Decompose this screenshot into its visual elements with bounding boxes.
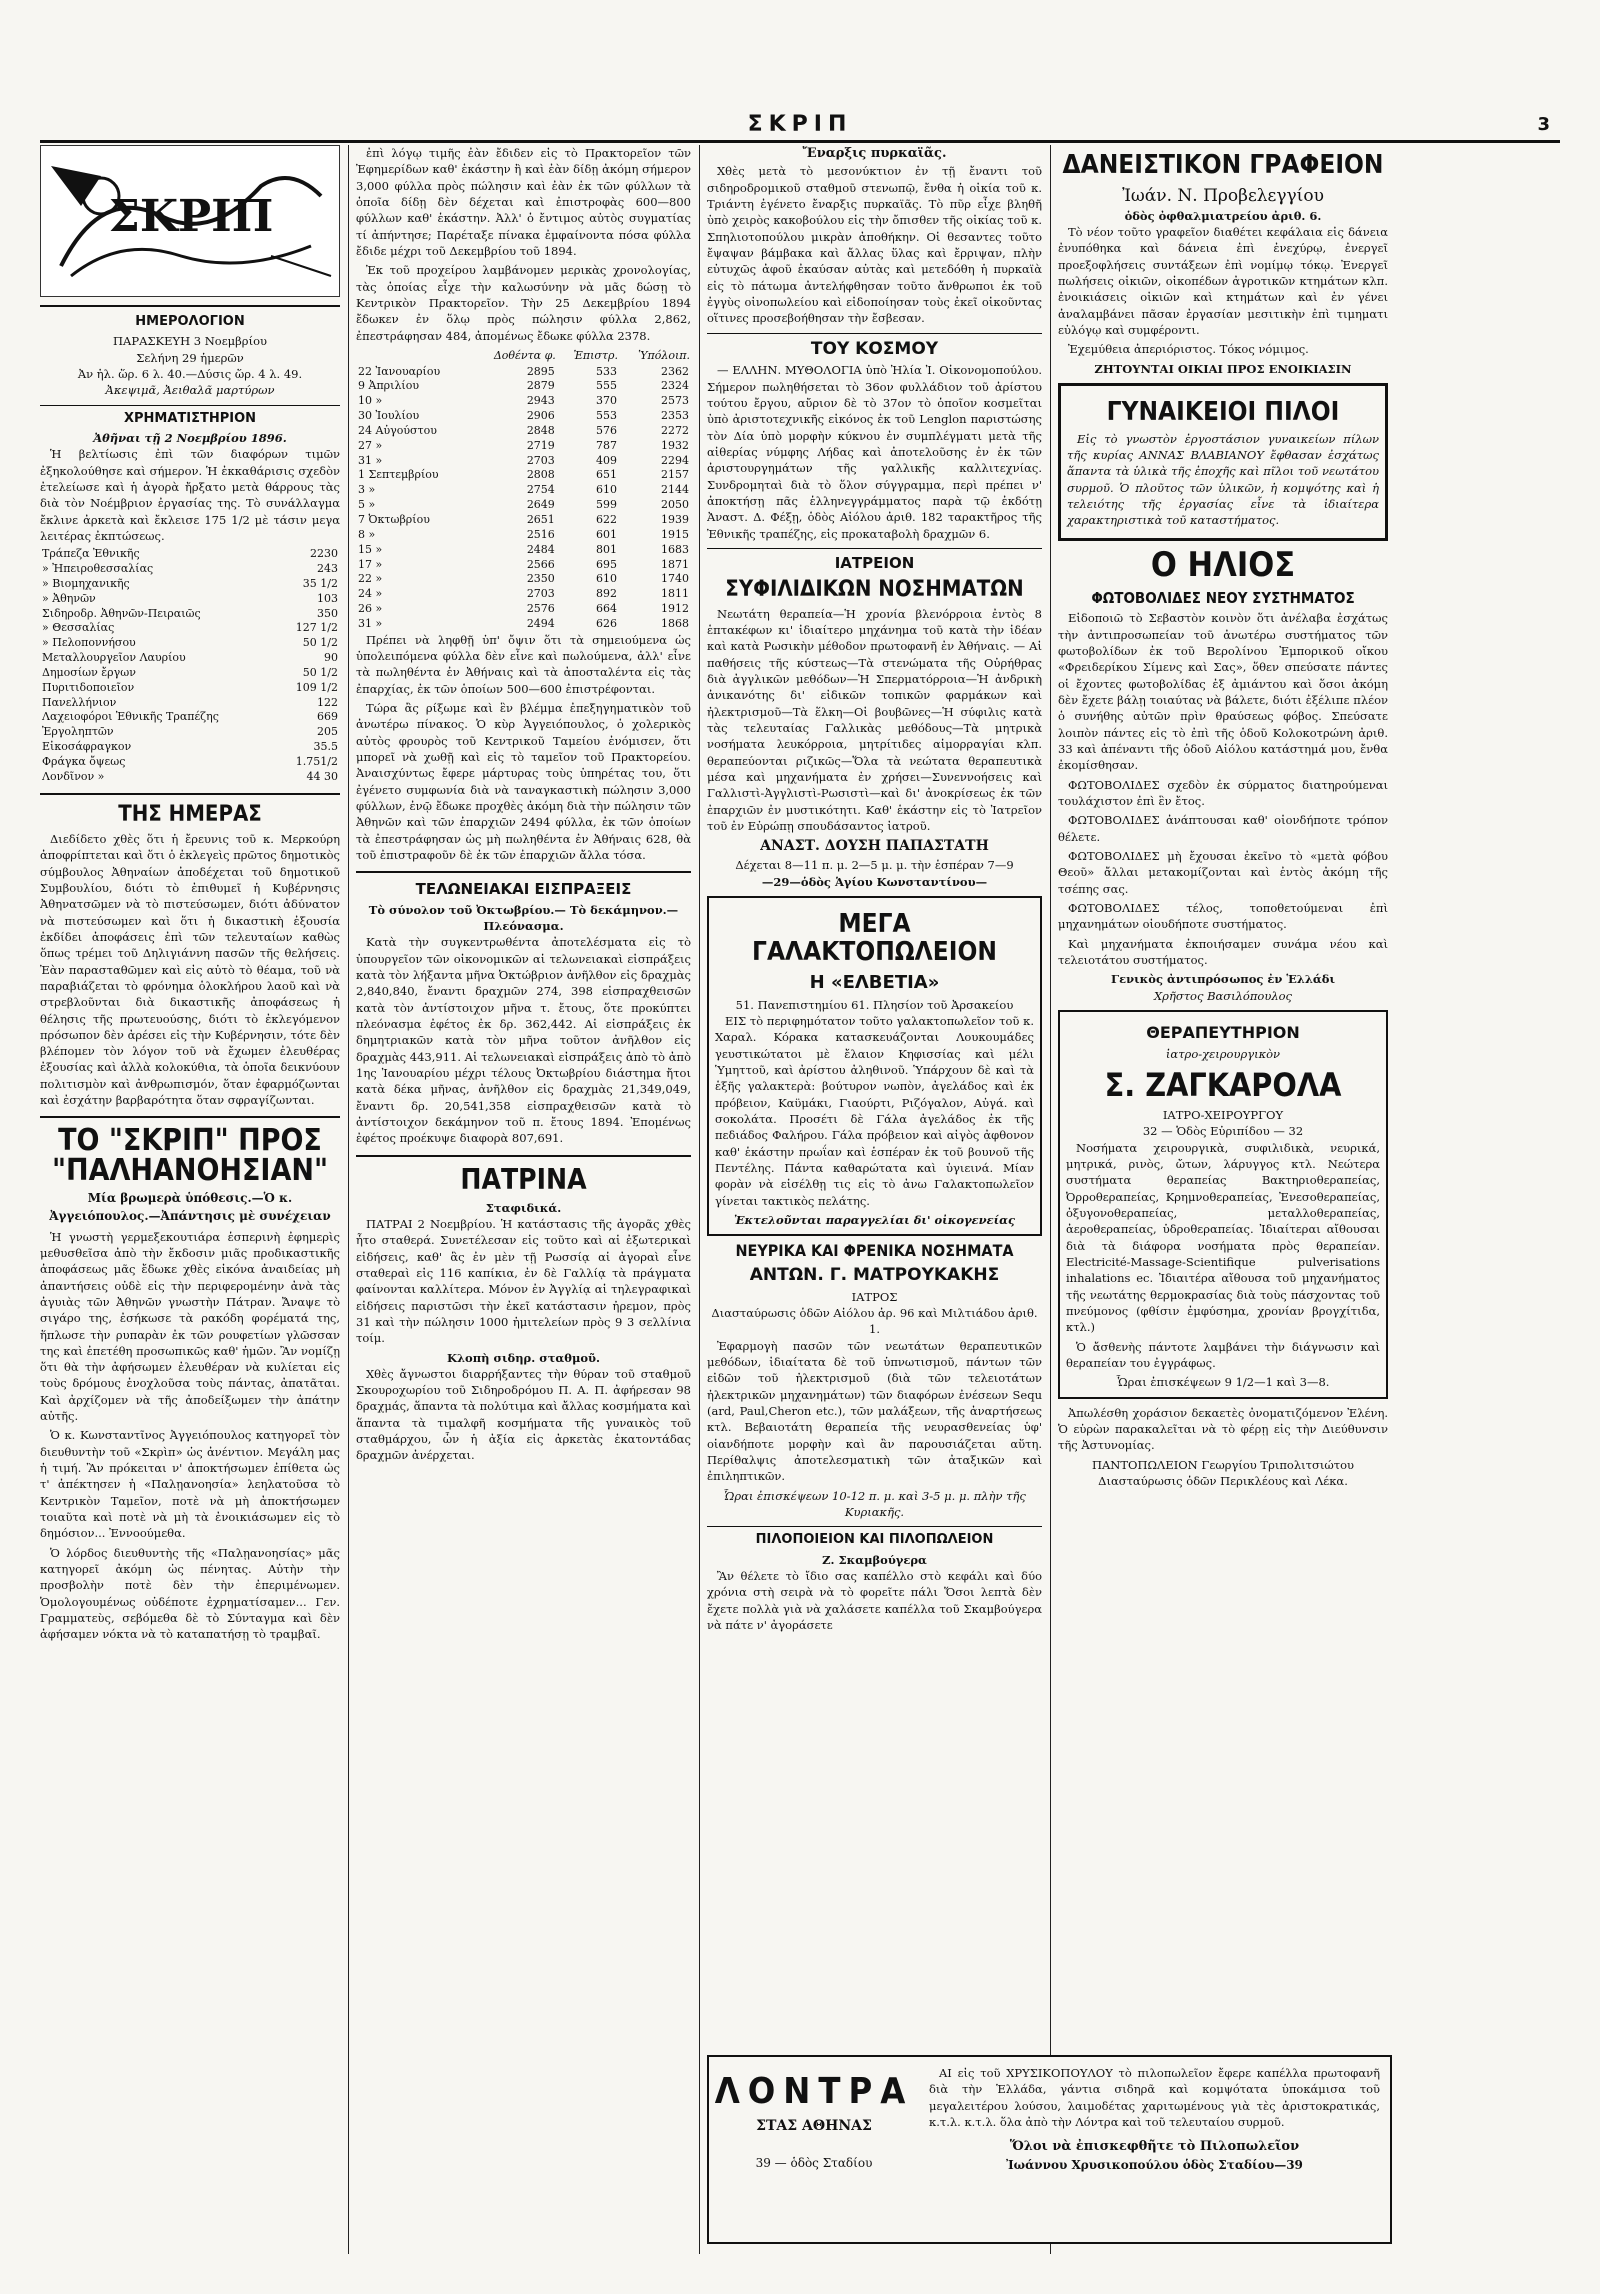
- column-4: [1058, 145, 1388, 2254]
- sun-line: ΦΩΤΟΒΟΛΙΔΕΣ σχεδὸν ἐκ σύρματος διατηρούμεναι τουλάχιστον ἐπὶ ἓν ἔτος.: [1058, 777, 1388, 809]
- table-row: 7 Ὀκτωβρίου 2651 622 1939: [358, 512, 689, 526]
- customs-text: Κατὰ τὴν συγκεντρωθέντα ἀποτελέσματα εἰς τὸ ὑπουργεῖον τῶν οἰκονομικῶν αἱ τελωνειακαὶ εἰσπράξεις κατὰ τὸν λήξαντα μῆνα Ὀκτώβριον ἀνῆλθον εἰς δραχμὰς 2,840,840, ἔναντι δραχμῶν 274, 398 εἰσπραχθεισῶν κατὰ τὸν ἀντίστοιχον μῆνα τ. ἔτους, ὅτε προκύπτει πλεόνασμα ἐφέτος ἐκ δρ. 362,442. Αἱ εἰσπράξεις ἐκ δημητριακῶν κατὰ τὸν μῆνα τοῦτον ἀνῆλθον εἰς δραχμὰς 443,911. Αἱ τελωνειακαὶ εἰσπράξεις ἀπὸ τὸ ἀπὸ 1ης Ἰανουαρίου μέχρι τέλους Ὀκτωβρίου διάστημα ἤτοι κατὰ δέκα μῆνας, ἀνῆλθον εἰς δραχμὰς 21,349,049, ἔναντι δρ. 20,541,358 εἰσπραχθεισῶν κατὰ τὸ ἀντίστοιχον δεκάμηνον τοῦ π. ἔτους 1894. Ἐπομένως ἐφέτος προέκυψε διαφορὰ 807,691.: [356, 935, 691, 1146]
- table-row: 1 Σεπτεμβρίου 2808 651 2157: [358, 468, 689, 482]
- clinic-big: ΣΥΦΙΛΙΔΙΚΩΝ ΝΟΣΗΜΑΤΩΝ: [725, 576, 1024, 602]
- ad-owner: Ἰωάννου Χρυσικοπούλου ὁδὸς Σταδίου—39: [1006, 2157, 1303, 2172]
- table-row: 9 Ἀπριλίου 2879 555 2324: [358, 379, 689, 393]
- newspaper-title: ΣΚΡΙΠ: [747, 112, 853, 137]
- neuro-hours: Ὧραι ἐπισκέψεων 10-12 π. μ. καὶ 3-5 μ. μ. πλὴν τῆς Κυριακῆς.: [723, 1488, 1026, 1519]
- day-title: ΤΗΣ ΗΜΕΡΑΣ: [118, 801, 262, 827]
- clinic-title: ΙΑΤΡΕΙΟΝ: [834, 554, 915, 573]
- footer-ad: [707, 2055, 1392, 2244]
- clinic-text: Νεωτάτη θεραπεία—Ἡ χρονία βλενόρροια ἐντὸς 8 ἑπτακέφων κι' ἰδιαίτερο μηχάνημα τοῦ κατὰ τὴν ἰδέαν καὶ κατὰ Ρωσικὴν μέθοδον πρωτοφανῆ ἐν Ἀθήναις. — Αἱ παθήσεις τῆς κύστεως—Τὰ στενώματα τῆς Οὐρήθρας διὰ ἀγγλικῶν μεθόδων—Ἡ Σπερματόρροια—Ἡ ἀνδρικὴ ἀνικανότης δι' εἰδικῶν τοπικῶν φαρμάκων καὶ ἠλεκτρισμοῦ—Τὰ ἕλκη—Οἱ βουβῶνες—Ἡ σύφιλις κατὰ τὰς τελευταίας Γαλλικὰς μεθόδους—Τὰ μητρικὰ νοσήματα λευκόρροια, μητρίτιδες αἱμορραγίαι κλπ. θεραπεύονται ριζικῶς—Ὅλα τὰ νεώτατα θεραπευτικὰ μέσα καὶ μηχανήματα ἐν χρήσει—Συνεννοήσεις καὶ Γαλλιστὶ-Ἀγγλιστὶ-Ρωσιστὶ—καὶ δι' ἀνοκρίσεως ἐκ τῶν ἐπαρχιῶν ἐν μυστικότητι. Καθ' ἑκάστην εἰς τὸ Ἰατρεῖον τοῦ ἐν Εὐρώπῃ σπουδάσαντος ἰατροῦ.: [707, 606, 1042, 833]
- dairy-name: Η «ΕΛΒΕΤΙΑ»: [809, 972, 940, 994]
- dairy-text: ΕΙΣ τὸ περιφημότατον τοῦτο γαλακτοπωλεῖον τοῦ κ. Χαραλ. Κόρακα κατασκευάζονται Λουκουμάδες γευστικώτατοι μὲ ἔλαιον Κηφισσίας καὶ μέλι Ὑμηττοῦ, καὶ ἀρίστου ἀληθινοῦ. Ὑπάρχουν δὲ καὶ τὰ ἑξῆς γαλακτερὰ: βούτυρον νωπὸν, ἀγελάδος καὶ ἐκ πρόβειον, Καϋμάκι, Γιαούρτι, Ριζόγαλον, Αὐγά. καὶ σοκολάτα. Προσέτι δὲ Γάλα ἀγελάδος ἐκ τῆς πεδιάδος Φαλήρου. Γάλα πρόβειον καὶ αἰγὸς ἀφθονον καθ' ἑκάστην πρωΐαν καὶ ἑσπέραν ἐκ τοῦ βουνοῦ τῆς Πεντέλης. Πάντα καθαρώτατα καὶ ὑγιεινά. Μίαν φορὰν νὰ εἰσέλθῃ τις εἰς τὸ ἀνω Γαλακτοπωλεῖον γίνεται τακτικὸς πελάτης.: [715, 1014, 1034, 1208]
- market-row: » Βιομηχανικῆς 35 1/2: [42, 576, 338, 590]
- market-row: Δημοσίων ἔργων 50 1/2: [42, 665, 338, 679]
- page-number: 3: [1537, 114, 1550, 135]
- hat-text: Ἂν θέλετε τὸ ἴδιο σας καπέλλο στὸ κεφάλι καὶ δύο χρόνια στὴ σειρὰ νὰ τὸ φορεῖτε πάλι Ὅσοι λεπτὰ δὲν ἔχετε πολλὰ γιὰ νὰ χαλάσετε καπέλλα τοῦ Σκαμβούγερα νὰ πάτε ν' ἀγοράσετε: [707, 1568, 1042, 1632]
- circulation-table: [356, 347, 691, 632]
- world-title: ΤΟΥ ΚΟΣΜΟΥ: [810, 338, 939, 359]
- sun-name: Χρῆστος Βασιλόπουλος: [1154, 988, 1292, 1003]
- loan-wanted: ΖΗΤΟΥΝΤΑΙ ΟΙΚΙΑΙ ΠΡΟΣ ΕΝΟΙΚΙΑΣΙΝ: [1094, 361, 1352, 376]
- skrip-text-2: Ὁ κ. Κωνσταντῖνος Ἀγγειόπουλος κατηγορεῖ τὸν διευθυντὴν τοῦ «Σκρὶπ» ὡς ἀνέντιον. Μεγάλη μας ἡ τιμή. Ἂν πρόκειται ν' ἀποκτήσωμεν ἐπίθετα ὡς τ' ἀπέκτησεν ἡ «Παλῃανοησία» λεηλατοῦσα τὸ Κεντρικὸν Ταμεῖον, ποτὲ νὰ μὴ ἀποκτήσωμεν τοιαῦτα καὶ ποτὲ νὰ μὴ τὰ ἐνοικιάσωμεν εἰς τὸ δημόσιον... Ἐννοούμεθα.: [40, 1428, 340, 1541]
- theft-title: Κλοπὴ σιδηρ. σταθμοῦ.: [446, 1350, 601, 1365]
- doctor-hours: Δέχεται 8—11 π. μ. 2—5 μ. μ. τὴν ἑσπέραν 7—9: [735, 858, 1014, 873]
- sun-line: Καὶ μηχανήματα ἐκποιήσαμεν συνάμα νέου καὶ τελειοτάτου συστήματος.: [1058, 936, 1388, 968]
- fire-title: Ἔναρξις πυρκαϊᾶς.: [802, 146, 947, 161]
- market-row: Πανελλήνιον 122: [42, 695, 338, 709]
- theft-text: Χθὲς ἄγνωστοι διαρρήξαντες τὴν θύραν τοῦ σταθμοῦ Σκουροχωρίου τοῦ Σιδηροδρόμου Π. Α. Π. ἀφήρεσαν 98 δραχμάς, ἅπαντα τὰ πολύτιμα καὶ ἄλλας κοσμήματα καὶ ἅπαντα τὰ τιμαλφῆ κοσμήματα τῆς γυναικὸς τοῦ σταθμάρχου, ὧν ἡ ἀξία εἰς ἀρκετὰς ἑκατοντάδας δραχμῶν ἀνέρχεται.: [356, 1366, 691, 1463]
- almanac-line: ΠΑΡΑΣΚΕΥΗ 3 Νοεμβρίου: [113, 334, 267, 349]
- table-row: 5 » 2649 599 2050: [358, 498, 689, 512]
- clinic2-addr: 32 — Ὁδὸς Εὐριπίδου — 32: [1142, 1124, 1304, 1139]
- hats-big: ΓΥΝΑΙΚΕΙΟΙ ΠΙΛΟΙ: [1106, 397, 1340, 427]
- column-2: [356, 145, 691, 2254]
- column-3: [707, 145, 1042, 2254]
- lead-text-2: Ἐκ τοῦ προχείρου λαμβάνομεν μερικὰς χρονολογίας, τὰς ὁποίας εἶχε τὴν καλωσύνην νὰ μᾶς δώσῃ τὸ Κεντρικὸν Πρακτορεῖον. Τὴν 25 Δεκεμβρίου 1894 ἔδωκεν ἐν ὅλῳ πρὸς πώλησιν φύλλα 2,862, ἐπεστράφησαν 484, ἀπομένως ἔδωκε φύλλα 2378.: [356, 263, 691, 343]
- table-row: 8 » 2516 601 1915: [358, 527, 689, 541]
- patrina-text: ΠΑΤΡΑΙ 2 Νοεμβρίου. Ἡ κατάστασις τῆς ἀγορᾶς χθὲς ἦτο σταθερά. Συνετέλεσαν εἰς τοῦτο καὶ αἱ ἐξωτερικαὶ εἰδήσεις, καθ' ἃς ἐν μὲν τῇ Ρωσσίᾳ αἱ ἀγοραὶ εἶνε σταθεραὶ εἰς 116 καπίκια, ἐν δὲ Γαλλίᾳ τὰ πράγματα φαίνονται καλλίτερα. Μόνον ἐν Ἀγγλίᾳ αἱ τηλεγραφικαὶ εἰδήσεις παριστῶσι τὴν ἐκεῖ κατάστασιν ἠρεμον, πρὸς 31 καὶ τὴν πώλησιν 1000 ἡμιτελείων πρὸς 9 3 σελλίνια τοίμ.: [356, 1216, 691, 1346]
- sun-line: ΦΩΤΟΒΟΛΙΔΕΣ τέλος, τοποθετούμεναι ἐπὶ μηχανημάτων οἱουδήποτε συστήματος.: [1058, 901, 1388, 932]
- table-row: 10 » 2943 370 2573: [358, 394, 689, 408]
- doctor-addr: —29—ὁδὸς Ἁγίου Κωνσταντίνου—: [761, 874, 988, 889]
- doctor-name: ΑΝΑΣΤ. ΔΟΥΣΗ ΠΑΠΑΣΤΑΤΗ: [760, 838, 989, 855]
- col-header: Δοθέντα φ.: [493, 348, 556, 362]
- table-row: 30 Ἰουλίου 2906 553 2353: [358, 409, 689, 423]
- clinic2-hours: Ὧραι ἐπισκέψεων 9 1/2—1 καὶ 3—8.: [1116, 1375, 1330, 1390]
- neuro-text: Ἐφαρμογὴ πασῶν τῶν νεωτάτων θεραπευτικῶν μεθόδων, ἰδιαίτατα δὲ τοῦ ὑπνωτισμοῦ, πάντων τῶν εἰδῶν τοῦ ἠλεκτρισμοῦ (διὰ τῶν τελειοτάτων ἠλεκτρικῶν μηχανημάτων) τῶν διαφόρων ἐνέσεων Sequ (ard, Paul,Cheron etc.), τῶν μαλάξεων, τῆς ἀναρτήσεως κτλ. Βεβαιοτάτη θεραπεία τῆς νευρασθενείας ὑφ' οἱανδήποτε μορφὴν καὶ ἂν παρουσιάζεται αὕτη. Περίθαλψις ἀποτελεσματικὴ τῶν ἀταξικῶν καὶ ἐπιληπτικῶν.: [707, 1338, 1042, 1484]
- shop-text: ΠΑΝΤΟΠΩΛΕΙΟΝ Γεωργίου Τριπολιτσιώτου Διασταύρωσις ὁδῶν Περικλέους καὶ Λέκα.: [1091, 1457, 1355, 1488]
- market-title: ΧΡΗΜΑΤΙΣΤΗΡΙΟΝ: [123, 410, 257, 426]
- clinic2-title: ΘΕΡΑΠΕΥΤΗΡΙΟΝ: [1146, 1023, 1300, 1042]
- hat-title: ΠΙΛΟΠΟΙΕΙΟΝ ΚΑΙ ΠΙΛΟΠΩΛΕΙΟΝ: [755, 1532, 994, 1548]
- market-row: Λονδῖνον » 44 30: [42, 769, 338, 783]
- market-row: » Ἠπειροθεσσαλίας 243: [42, 562, 338, 576]
- market-date: Ἀθῆναι τῇ 2 Νοεμβρίου 1896.: [93, 430, 287, 445]
- market-row: Ἐργοληπτῶν 205: [42, 725, 338, 739]
- dairy-note: Ἐκτελοῦνται παραγγελίαι δι' οἰκογενείας: [734, 1213, 1015, 1228]
- clinic2-big: Σ. ΖΑΓΚΑΡΟΛΑ: [1104, 1065, 1342, 1104]
- loan-name: Ἰωάν. Ν. Προβελεγγίου: [1122, 185, 1324, 206]
- col-header: Ὑπόλοιπ.: [638, 348, 690, 362]
- loan-text-2: Ἐχεμύθεια ἀπεριόριστος. Τόκος νόμιμος.: [1068, 342, 1309, 357]
- dairy-big: ΜΕΓΑ ΓΑΛΑΚΤΟΠΩΛΕΙΟΝ: [752, 908, 997, 968]
- neuro-role: ΙΑΤΡΟΣ: [851, 1289, 898, 1304]
- patrina-title: ΠΑΤΡΙΝΑ: [460, 1162, 587, 1196]
- sun-line: ΦΩΤΟΒΟΛΙΔΕΣ ἀνάπτουσαι καθ' οἱονδήποτε τρόπον θέλετε.: [1058, 813, 1388, 844]
- market-row: Τράπεζα Ἐθνικῆς 2230: [42, 547, 338, 561]
- patrina-sub: Σταφιδικά.: [485, 1200, 562, 1215]
- customs-sub: Τὸ σύνολον τοῦ Ὀκτωβρίου.— Τὸ δεκάμηνον.—Πλεόνασμα.: [368, 902, 679, 934]
- column-1: [40, 145, 340, 2254]
- almanac-line: Ἀν ἡλ. ὥρ. 6 λ. 40.—Δύσις ὥρ. 4 λ. 49.: [77, 366, 303, 381]
- market-table: [40, 547, 340, 785]
- table-row: 3 » 2754 610 2144: [358, 483, 689, 497]
- market-row: Εἰκοσάφραγκον 35.5: [42, 740, 338, 754]
- ad-left-sub: ΣΤΑΣ ΑΘΗΝΑΣ: [756, 2118, 872, 2134]
- market-text: Ἡ βελτίωσις ἐπὶ τῶν διαφόρων τιμῶν ἐξηκολούθησε καὶ σήμερον. Ἡ ἐκκαθάρισις σχεδὸν ἐτελείωσε καὶ ἡ ἀγορὰ ἤρξατο μετὰ θάρρους τὰς διὰ τὸν Νοέμβριον ἐργασίας της. Τὸ συνάλλαγμα ἔκλινε ἀρκετὰ καὶ ἔκλεισε 175 1/2 μὲ τάσιν μεγα λειτέρας ἐκπτώσεως.: [40, 447, 340, 543]
- after-table-2: Τώρα ἂς ρίξωμε καὶ ἓν βλέμμα ἐπεξηγηματικὸν τοῦ ἀνωτέρω πίνακος. Ὁ κὺρ Ἀγγειόπουλος, ὁ χολερικὸς αὐτὸς φρουρὸς τοῦ Κεντρικοῦ Ταμείου ἐνόμισεν, ὅτι μπορεῖ νὰ χωθῇ καὶ εἰς τὸ ταμεῖον τοῦ Πρακτορείου. Ἀναισχύντως ἔφερε μάρτυρας τοὺς ὑπηρέτας του, ὅτι ἐγένετο συμφωνία διὰ νὰ ταναγκαστικὴ πώλησιν 3,000 φύλλων, ἐνῷ ἔδωκε προχθὲς ἀκόμη διὰ τὴν πώλησιν τῶν Ἀθηνῶν καὶ τῶν ἐπαρχιῶν 2494 φύλλα, ἐκ τῶν ὁποίων τὰ ἐπεστράφησαν ὡς μὴ πωληθέντα ἐν Ἀθήναις 628, θὰ τοῦ ἐπιστραφοῦν δὲ ἐκ τῶν ἐπαρχιῶν ἄλλα τόσα.: [356, 701, 691, 862]
- table-row: 22 » 2350 610 1740: [358, 572, 689, 586]
- lost-text: Ἀπωλέσθη χοράσιον δεκαετὲς ὀνοματιζόμενον Ἐλένη. Ὁ εὑρὼν παρακαλεῖται νὰ τὸ φέρῃ εἰς τὴν Διεύθυνσιν τῆς Ἀστυνομίας.: [1058, 1405, 1388, 1453]
- clinic2-role: ΙΑΤΡΟ-ΧΕΙΡΟΥΡΓΟΥ: [1162, 1108, 1284, 1123]
- skrip-text-3: Ὁ λόρδος διευθυντὴς τῆς «Παλῃανοησίας» μᾶς κατηγορεῖ ἀκόμη ὡς πένητας. Αὐτὴν τὴν προσβολὴν ποτὲ δὲν τὴν ἐπεριμένωμεν. Ὁμολογουμένως οὐδέποτε ἐχρηματίσαμεν... Γεν. Γραμματεὺς, σεβόμεθα δὲ τὸ Σύνταγμα καὶ δὲν ἀφήσαμεν νόκτα νὰ τὸ καταπατήσῃ τὸ τραμβαῖ.: [40, 1545, 340, 1642]
- page-header: [40, 112, 1560, 143]
- lead-text: ἐπὶ λόγῳ τιμῆς ἐὰν ἔδιδεν εἰς τὸ Πρακτορεῖον τῶν Ἐφημερίδων καθ' ἑκάστην ἢ καὶ ἐὰν δίδῃ ἀκόμη σήμερον 3,000 φύλλα πρὸς πώλησιν καὶ ἐὰν ἐκ τῶν φύλλων τὰ ὁποῖα δίδῃ δὲν δέχεται καὶ ἐπιστροφὰς 600—800 φύλλων καθ' ἑκάστην. Ἀλλ' ὁ ἔντιμος αὐτὸς συγματίας τί ἀπήντησε; Παρέταξε πίνακα ἐμφαίνοντα πόσα φύλλα ἔδιδε μέχρι τοῦ Δεκεμβρίου τοῦ 1894.: [356, 146, 691, 258]
- market-row: Σιδηροδρ. Ἀθηνῶν-Πειραιῶς 350: [42, 606, 338, 620]
- neuro-big: ΝΕΥΡΙΚΑ ΚΑΙ ΦΡΕΝΙΚΑ ΝΟΣΗΜΑΤΑ: [735, 1241, 1014, 1261]
- market-row: Φράγκα ὄψεως 1.751/2: [42, 755, 338, 769]
- masthead-logo: [40, 145, 340, 297]
- market-row: Λαχειοφόροι Ἐθνικῆς Τραπέζης 669: [42, 710, 338, 724]
- sun-line: ΦΩΤΟΒΟΛΙΔΕΣ μὴ ἔχουσαι ἐκεῖνο τὸ «μετὰ φόβου Θεοῦ» ἄλλαι μετακομίζονται καὶ ἐντὸς ἀκόμη τῆς τσέπης σας.: [1058, 849, 1388, 896]
- sun-sub: ΦΩΤΟΒΟΛΙΔΕΣ ΝΕΟΥ ΣΥΣΤΗΜΑΤΟΣ: [1091, 588, 1355, 607]
- table-row: 24 Αὐγούστου 2848 576 2272: [358, 423, 689, 437]
- skrip-subtitle: Μία βρωμερὰ ὑπόθεσις.—Ὁ κ. Ἀγγειόπουλος.—Ἀπάντησις μὲ συνέχειαν: [49, 1191, 331, 1223]
- table-row: 22 Ἰανουαρίου 2895 533 2362: [358, 364, 689, 378]
- table-row: 31 » 2494 626 1868: [358, 616, 689, 630]
- sun-title: Ο ΗΛΙΟΣ: [1150, 544, 1296, 585]
- market-row: Μεταλλουργεῖον Λαυρίου 90: [42, 651, 338, 665]
- ad-big-left: ΛΟΝΤΡΑ: [714, 2071, 914, 2112]
- skrip-text: Ἡ γνωστὴ γερμεξεκουτιάρα ἑσπερινὴ ἐφημερὶς μεθυσθεῖσα ἀπὸ τὴν ἔκδοσιν μιᾶς προδικαστικῆς ἀποφάσεως μᾶς ἔδωκε χθὲς εἰκόνα ἀναιδείας μὴ ἀπαντήσεις οὐδὲ εἰς τὴν περιφερομένην ἀνὰ τὰς ἀγυιὰς τῶν Ἀθηνῶν γνωστὴν Πάτραν. Ἄναψε τὸ σιγάρο της, ἐσήκωσε τὰ ρακόδη φορέματά της, ἥπλωσε τὴν ρυπαρὰν ἐκ τῶν ρουφετίων γλῶσσαν της καὶ ἐπετέθη προσωπικῶς καθ' ἡμῶν. Ἂν νομίζῃ ὅτι θὰ τὴν ἀφήσωμεν ἐλευθέραν νὰ κυλίεται εἰς τοὺς δρόμους ἐνοχλοῦσα τοὺς πάντας, ἀπατᾶται. Καὶ ἀρχίζομεν νὰ τῆς ἀποδείξωμεν τὴν ἀπάτην αὐτῆς.: [40, 1229, 340, 1424]
- dairy-addr: 51. Πανεπιστημίου 61. Πλησίον τοῦ Ἀρσακείου: [735, 997, 1014, 1012]
- market-row: » Ἀθηνῶν 103: [42, 591, 338, 605]
- col-header: Ἐπιστρ.: [573, 348, 618, 362]
- customs-title: ΤΕΛΩΝΕΙΑΚΑΙ ΕΙΣΠΡΑΞΕΙΣ: [415, 880, 632, 899]
- clinic2-text: Νοσήματα χειρουργικὰ, συφιλιδικὰ, νευρικά, μητρικά, ρινὸς, ὤτων, λάρυγγος κτλ. Νεώτερα συστήματα θεραπείας Βακτηριοθεραπείας, Ὀρροθεραπείας, Κρημνοθεραπείας, Ἐνεσοθεραπείας, ὀξυγονοθεραπείας, μεταλλοθεραπείας, ἀεροθεραπείας, ὑδροθεραπείας. Ἰδιαίτεραι αἴθουσαι διὰ τὰ διάφορα νοσήματα πρὸς θεραπείαν. Electricité-Massage-Scientifique pulverisations inhalations ec. Ἰδιαιτέρα αἴθουσα τοῦ μηχανήματος τῆς νεωτάτης θερμοκρασίας διὰ τοὺς πάσχοντας τοῦ πνεύμονος (φθίσιν ἐμφύσημα, χρονίαν βρογχίτιδα, κτλ.): [1066, 1140, 1380, 1335]
- sun-text: Εἰδοποιῶ τὸ Σεβαστὸν κοινὸν ὅτι ἀνέλαβα ἐσχάτως τὴν ἀντιπροσωπείαν τοῦ ἀνωτέρω συστήματος τῶν φωτοβολίδων ἐκ τοῦ Βερολίνου Ἐμπορικοῦ οἴκου «Φρειδερίκου Σίμενς καὶ Σας», ὅθεν σπεύσατε πάντες οἱ ἔχοντες φωτοβολίδας ἐξ ἀμιάντου καὶ ὅσοι ἀκόμη δὲν ἔχετε βάλῃ τοιαύτας νὰ βάλετε, διότι ἐξέλιπε πλέον ὁ συνήθης αὐτῶν πρὶν θραύσεως φόβος. Σπεύσατε λοιπὸν πάντες εἰς τὸ ἐπὶ τῆς ὁδοῦ Κολοκοτρώνη ἀριθ. 33 καὶ ἀπέναντι τῆς ὁδοῦ Αἰόλου κατάστημά μου, ἔνθα ἐκομίσθησαν.: [1058, 611, 1388, 773]
- fire-text: Χθὲς μετὰ τὸ μεσονύκτιον ἐν τῇ ἔναντι τοῦ σιδηροδρομικοῦ σταθμοῦ στενωπῷ, ἔνθα ἡ οἰκία τοῦ κ. Τριάντη ἐγένετο ἔναρξις πυρκαϊᾶς. Τὸ πῦρ εἶχε βληθῆ ὑπὸ χειρὸς κακοβούλου εἰς τὴν ὄπισθεν τῆς οἰκίας τοῦ κ. Σπηλιοτοπούλου μικρὰν ἀποθήκην. Οἱ θεσαντες τοῦτο ἔψαψαν βάμβακα καὶ ἄλλας ὕλας καὶ ἔρριψαν, πλὴν εὐτυχῶς ἀφοῦ ἐκαύσαν αὐτὰς καὶ μετεδόθη ἡ πυρκαϊὰ εἰς τὸ πάτωμα ἀντελήφθησαν τοῦτο ἄνθρωποι ἐκ τοῦ ἐγγὺς οἰνοπωλείου καὶ εἰδοποίησαν τοὺς ἐκεῖ οἰκοῦντας οἵτινες προσεβοήθησαν τὴν ἔσβεσαν.: [707, 164, 1042, 326]
- table-row: 31 » 2703 409 2294: [358, 453, 689, 467]
- svg-text:ΣΚΡΙΠ: ΣΚΡΙΠ: [108, 191, 274, 242]
- sun-sign: Γενικὸς ἀντιπρόσωπος ἐν Ἑλλάδι: [1110, 972, 1336, 987]
- dragon-illustration: [41, 146, 339, 294]
- clinic2-sub: ἰατρο-χειρουργικὸν: [1165, 1046, 1281, 1061]
- loan-title: ΔΑΝΕΙΣΤΙΚΟΝ ΓΡΑΦΕΙΟΝ: [1062, 150, 1384, 180]
- neuro-name: ΑΝΤΩΝ. Γ. ΜΑΤΡΟΥΚΑΚΗΣ: [749, 1265, 1000, 1286]
- hat-name: Ζ. Σκαμβούγερα: [822, 1552, 927, 1567]
- skrip-title: ΤΟ "ΣΚΡΙΠ" ΠΡΟΣ "ΠΑΛΗΑΝΟΗΣΙΑΝ": [51, 1123, 329, 1189]
- table-row: 17 » 2566 695 1871: [358, 557, 689, 571]
- market-row: Πυριτιδοποιεῖον 109 1/2: [42, 680, 338, 694]
- table-row: 24 » 2703 892 1811: [358, 587, 689, 601]
- after-table: Πρέπει νὰ ληφθῇ ὑπ' ὄψιν ὅτι τὰ σημειούμενα ὡς ὑπολειπόμενα φύλλα δὲν εἶνε καὶ πωλούμενα, ἀλλ' εἶνε τὰ πωληθέντα ἐν Ἀθήναις καὶ τὰ ἀποσταλέντα εἰς τὰς ἐπαρχίας, ἐκ τῶν ὁποίων 500—600 ἐπιστρέφονται.: [356, 632, 691, 696]
- ad-slogan: Ὅλοι νὰ ἐπισκεφθῆτε τὸ Πιλοπωλεῖον: [1009, 2139, 1300, 2155]
- almanac-line: Ἀκεψιμᾶ, Ἀειθαλᾶ μαρτύρων: [105, 383, 275, 398]
- table-row: 27 » 2719 787 1932: [358, 438, 689, 452]
- ad-text: ΑΙ εἰς τοῦ ΧΡΥΣΙΚΟΠΟΥΛΟΥ τὸ πιλοπωλεῖον ἔφερε καπέλλα πρωτοφανῆ διὰ τὴν Ἑλλάδα, γάντια σιδηρᾶ καὶ κομψότατα ὑποκάμισα τοῦ μεγαλειτέρου λούσου, λαιμοδέτας χαριτωμένους γιὰ τὲς ἀριστοκρατικάς, κ.τ.λ. κ.τ.λ. ὅλα ἀπὸ τὴν Λόντρα καὶ τοῦ τελευταίου συρμοῦ.: [929, 2066, 1380, 2129]
- ad-addr: 39 — ὁδὸς Σταδίου: [755, 2156, 873, 2170]
- table-row: 26 » 2576 664 1912: [358, 602, 689, 616]
- day-text: Διεδίδετο χθὲς ὅτι ἡ ἔρευνις τοῦ κ. Μερκούρη ἀποφρίπτεται καὶ ὅτι ὁ ἐκλεγεὶς πρῶτος δημοτικὸς σύμβουλος Ἀθηναίων ἀποδέχεται τοῦ δημοτικοῦ Συμβουλίου, διότι τὸ ἐπιθυμεῖ ἡ Κυβέρνησις Ἀθηνατσῶμεν νὰ τὸ πιστεύσωμεν, διότι ἀδύνατον νὰ πιστεύσωμεν καὶ ὅτι ἡ δικαστικὴ ἐξουσία ἐκδίδει ἀποφάσεις ἐπὶ τῶν τελευταίων καθὼς ὅπως τρέμει τοῦ Δηλιγιάννη πασῶν τῆς θελήσεις. Ἐὰν παρασταθῶμεν καὶ εἰς αὐτὸ τὸ θέαμα, τοῦ νὰ παραβιάζεται τὸ φρόνημα ὁλοκλήρου λαοῦ καὶ νὰ στρεβλοῦνται διὰ δικαστικῆς ἀποφάσεως ἡ θέλησις τῆς πρωτευούσης, διότι τὸ ἐκλεγόμενον πρόσωπον δὲν ἀρέσει εἰς τὴν Κυβέρνησιν, τότε δὲν βλέπομεν τὸν λόγον τοῦ νὰ ἔχωμεν ἐλευθέρας ἐξουσίας καὶ ἀλλὰ κολοκύθια, τὰ ὁποῖα δεικνύουν πολιτισμὸν καὶ ἀνθρωπισμόν, ὅταν ἐφαρμόζωνται καὶ ἐσχάτην βαρβαρότητα ὅταν σφραγίζωνται.: [40, 831, 340, 1108]
- hats-text: Εἰς τὸ γνωστὸν ἐργοστάσιον γυναικείων πίλων τῆς κυρίας ΑΝΝΑΣ ΒΛΑΒΙΑΝΟΥ ἔφθασαν ἐσχάτως ἅπαντα τὰ ὑλικὰ τῆς ἐποχῆς καὶ πῖλοι τοῦ νεωτάτου συρμοῦ. Ὁ πλοῦτος τῶν ὑλικῶν, ἡ κομψότης καὶ ἡ τελειότης τῆς ἐργασίας εἶνε τὰ ἰδιαίτερα χαρακτηριστικὰ τοῦ καταστήματος.: [1067, 431, 1379, 528]
- loan-text: Τὸ νέον τοῦτο γραφεῖον διαθέτει κεφάλαια εἰς δάνεια ἐνυπόθηκα καὶ δάνεια ἐπὶ ἐνεχύρῳ, ἐνεργεῖ προεξοφλήσεις συντάξεων ἐπὶ νομίμῳ τόκῳ. Ἐνεργεῖ πωλήσεις οἰκιῶν, οἰκοπέδων ἀγροτικῶν κτημάτων κλπ. ἐνοικιάσεις οἰκιῶν καὶ κτημάτων καὶ ἐν γένει ἀναλαμβάνει πᾶσαν ἐργασίαν μεσιτικὴν ἐπὶ τιμηματι εὐλόγῳ καὶ συμφέροντι.: [1058, 225, 1388, 338]
- clinic2-text-2: Ὁ ἄσθενὴς πάντοτε λαμβάνει τὴν διάγνωσιν καὶ θεραπείαν του ἐγγράφως.: [1066, 1339, 1380, 1371]
- almanac-line: Σελήνη 29 ἡμερῶν: [136, 350, 244, 365]
- market-row: » Πελοποννήσου 50 1/2: [42, 636, 338, 650]
- table-row: 15 » 2484 801 1683: [358, 542, 689, 556]
- market-row: » Θεσσαλίας 127 1/2: [42, 621, 338, 635]
- loan-addr: ὁδὸς ὀφθαλμιατρείου ἀριθ. 6.: [1124, 208, 1322, 223]
- almanac-title: ΗΜΕΡΟΛΟΓΙΟΝ: [135, 314, 245, 329]
- neuro-addr: Διασταύρωσις ὁδῶν Αἰόλου ἀρ. 96 καὶ Μιλτιάδου ἀριθ. 1.: [711, 1306, 1038, 1337]
- world-text: — ΕΛΛΗΝ. ΜΥΘΟΛΟΓΙΑ ὑπὸ Ἠλία Ἰ. Οἰκονομοπούλου. Σήμερον πωληθήσεται τὸ 36ον φυλλάδιον τοῦ ἀρίστου τούτου ἔργου, αὔριον δὲ τὸ 37ον τὸ ὁποῖον κοσμεῖται ὑπὸ ἀριστοτεχνικῆς εἰκόνος ἐκ τοῦ Lenglon παριστώσης τὸν Δία ὑπὸ μορφὴν κύκνου ἐν συμπλέγματι μετὰ τῆς αἰθερίας νύμφης Λήδας καὶ ἀποτελοῦσης ἐν ἐκ τῶν ἀριστουργημάτων τῆς γαλλικῆς καλλιτεχνίας. Συνδρομηταὶ διὰ τὸ ὅλον σύγγραμμα, περὶ πρέπει ν' ἀποκτήσῃ πᾶς ἑλληνεγγράμματος παρὰ τῷ ἐκδότῃ Ἀναστ. Δ. Φέξῃ, ὁδὸς Αἰόλου ἀριθ. 182 ταρακτῆρος τῆς Ἐθνικῆς τραπέζης, εἰς προκαταβολὴ δραχμῶν 6.: [707, 363, 1042, 541]
